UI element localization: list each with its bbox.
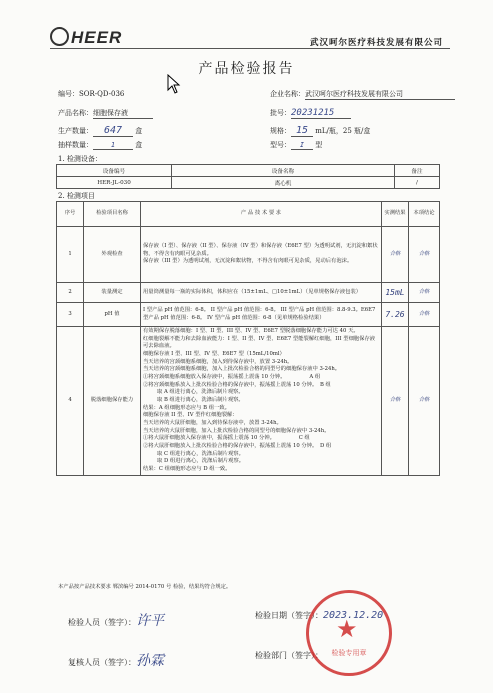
spec-field: 规格： 15 mL/瓶，25 瓶/盒 <box>270 125 371 136</box>
batch-field: 批号：20231215 <box>270 108 351 119</box>
mouse-cursor-icon <box>167 74 181 98</box>
company-logo <box>50 27 122 48</box>
product-field: 产品名称：细胞保存液 <box>58 108 153 119</box>
requirement-cell: 有效期保存脱落细胞：I 型、II 型、III 型、IV 型、E6E7 型脱落细胞保存能力可达 40 天。 红细胞裂解不能力和去除血液能力：I 型、II 型、IV 型、E6E7 型能裂解红细胞，III 型细胞保存液可去除血液。 细胞保存液 I 型、III 型、IV 型、E6E7 型（15mL/10ml） 当天培养的宫颈细胞系细胞，加入到待保存液中，放置 3-24h。 当天培养的宫颈细胞系细胞，加入上批次检验合格的同型号的细胞保存液中 3-24h。 ①将宫颈细胞系细胞放入保存液中，振荡摇上震荡 10 分钟。 A 组 ②将宫颈细胞系放入上批次检验合格的保存液中，振荡摇上震荡 10 分钟。 B 组 取 A 组进行离心，洗涤后制片观察。 取 B 组进行离心，洗涤后制片观察。 结果：A 组细胞形态应与 B 组一致。 细胞保存液 II 型、IV 型作红细胞裂解： 当天培养的大鼠肝细胞，加入到待保存液中，放置 3-24h。 当天培养的大鼠肝细胞，加入上批次检验合格的同型号的细胞保存液中 3-24h。 ①将大鼠肝细胞放入保存液中，振荡摇上震荡 10 分钟。 C 组 ②将大鼠肝细胞放入上批次检验合格的保存液中，振荡摇上震荡 10 分钟。 D 组 取 C 组进行离心，洗涤后制片观察。 取 D 组进行离心，洗涤后制片观察。 结果：C 组细胞形态应与 D 组一致。 <box>141 327 382 476</box>
table-row: 1 外观检查 保存液（I 型）、保存液（II 型）、保存液（IV 型）和保存液（E6E7 型）为透明试剂，无沉淀和絮状物，不得含有肉眼可见杂质。 保存液（III 型）为透明试剂，无沉淀和絮状物，不得含有肉眼可见杂质，晃动后有泡沫。 合格 合格 <box>57 227 440 283</box>
logo-text: HEER <box>71 28 123 47</box>
sample-field: 抽样数量： 1 盒 <box>58 141 143 149</box>
quantity-field: 生产数量： 647 盒 <box>58 125 143 136</box>
header-divider <box>50 48 450 49</box>
code-field: 编号：SOR-QD-036 <box>58 90 125 98</box>
device-table <box>56 164 440 189</box>
requirement-cell: 保存液（I 型）、保存液（II 型）、保存液（IV 型）和保存液（E6E7 型）为透明试剂，无沉淀和絮状物，不得含有肉眼可见杂质。 保存液（III 型）为透明试剂，无沉淀和絮状物，不得含有肉眼可见杂质，晃动后有泡沫。 <box>141 227 382 283</box>
inspection-table-header: 序号 检验项目名称 产 品 技 术 要 求 实测结果 本项结论 <box>57 202 440 227</box>
department-signature-field: 检验部门（签字）： <box>255 651 323 660</box>
inspector-signature-field: 检验人员（签字）：许平 <box>68 613 164 629</box>
footnote: 本产品按产品技术要求 郸滨编号 2014-0170 号 检验，结果均符合规定。 <box>58 584 232 590</box>
company-field: 企业名称：武汉呵尔医疗科技发展有限公司 <box>270 89 455 100</box>
section-items-title: 2. 检测项目 <box>58 192 95 200</box>
section-devices-title: 1. 检测设备： <box>58 155 102 163</box>
header-company-name: 武汉呵尔医疗科技发展有限公司 <box>309 38 443 48</box>
page-title: 产品检验报告 <box>198 61 295 77</box>
inspection-table <box>56 201 440 476</box>
table-row: 3 pH 值 I 型产品 pH 值范围：6-8。 II 型产品 pH 值范围：6-8。 III 型产品 pH 值范围：8.8-9.3。E6E7 型产品 pH 值范围：6-8。 IV 型产品 pH 值范围：6-8（见单规格检验结果） 7.26 合格 <box>57 303 440 327</box>
reviewer-signature-field: 复核人员（签字）：孙霖 <box>68 653 164 669</box>
table-row: 4 脱落细胞保存能力 有效期保存脱落细胞：I 型、II 型、III 型、IV 型、E6E7 型脱落细胞保存能力可达 40 天。 红细胞裂解不能力和去除血液能力：I 型、II 型、IV 型、E6E7 型能裂解红细胞，III 型细胞保存液可去除血液。 细胞保存液 I 型、III 型、IV 型、E6E7 型（15mL/10ml） 当天培养的宫颈细胞系细胞，加入到待保存液中，放置 3-24h。 当天培养的宫颈细胞系细胞，加入上批次检验合格的同型号的细胞保存液中 3-24h。 ①将宫颈细胞系细胞放入保存液中，振荡摇上震荡 10 分钟。 A 组 ②将宫颈细胞系放入上批次检验合格的保存液中，振荡摇上震荡 10 分钟。 B 组 取 A 组进行离心，洗涤后制片观察。 取 B 组进行离心，洗涤后制片观察。 结果：A 组细胞形态应与 B 组一致。 细胞保存液 II 型、IV 型作红细胞裂解： 当天培养的大鼠肝细胞，加入到待保存液中，放置 3-24h。 当天培养的大鼠肝细胞，加入上批次检验合格的同型号的细胞保存液中 3-24h。 ①将大鼠肝细胞放入保存液中，振荡摇上震荡 10 分钟。 C 组 ②将大鼠肝细胞放入上批次检验合格的保存液中，振荡摇上震荡 10 分钟。 D 组 取 C 组进行离心，洗涤后制片观察。 取 D 组进行离心，洗涤后制片观察。 结果：C 组细胞形态应与 D 组一致。 合格 合格 <box>57 327 440 476</box>
table-row: 2 装量测定 用量筒测量每一瓶的实际体积，体积应在（15±1mL、□10±1mL）（见单规格保存液包装） 15mL 合格 <box>57 283 440 303</box>
inspection-seal-stamp: ★ 检验专用章 <box>306 590 392 676</box>
star-icon: ★ <box>336 615 358 643</box>
logo-mark-icon <box>50 27 69 46</box>
inspection-date-field: 检验日期（签字）：2023.12.20 <box>255 610 384 621</box>
device-table-header: 设备编号 设备名称 备注 <box>57 165 440 177</box>
table-row: HER-JL-030 离心机 / <box>57 177 440 189</box>
model-field: 型号： I 型 <box>270 141 323 149</box>
